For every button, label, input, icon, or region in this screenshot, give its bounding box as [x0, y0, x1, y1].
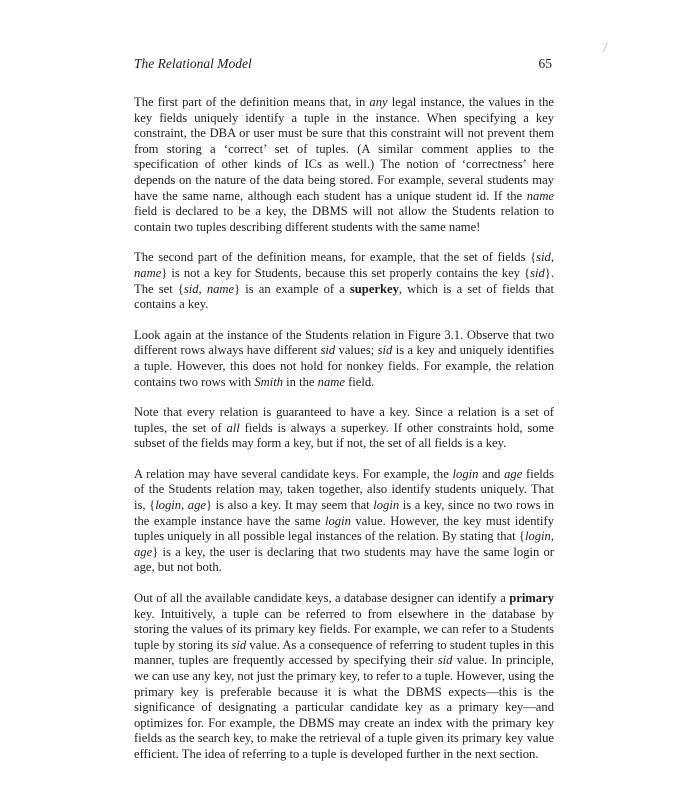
paragraph-key-uniqueness: [134, 95, 554, 235]
running-header: [134, 56, 552, 78]
italic-term: login, age: [134, 529, 554, 559]
text-run: } is not a key for Students, because this set properly contains the key {: [161, 265, 531, 280]
text-run: Look again at the instance of the Students relation in Figure 3.1. Observe that two different rows always have different: [134, 327, 554, 358]
paragraph-primary-key: [134, 591, 554, 763]
text-run: field is declared to be a key, the DBMS will not allow the Students relation to contain two tuples describing different students with the same name!: [134, 204, 554, 234]
italic-term: name: [526, 188, 554, 203]
text-run: in the: [283, 374, 318, 389]
paragraph-key-guarantee: [134, 405, 554, 452]
text-run: }. The set {: [134, 265, 554, 296]
italic-term: sid: [231, 637, 247, 652]
text-run: is a key, since no two rows in the example instance have the same: [134, 498, 554, 528]
text-run: Note that every relation is guaranteed to have a key. Since a relation is a set of tuples, the set of: [134, 405, 554, 435]
italic-term: sid, name: [183, 281, 235, 296]
text-run: legal instance, the values in the key fields uniquely identify a tuple in the instance. When specifying a key constraint, the DBA or user must be sure that this constraint will not prevent them from storing a ‘correct’ set of tuples. (A similar comment applies to the specification of other kinds of ICs as well.) The notion of ‘correctness’ here depends on the nature of the data being stored. For example, several students may have the same name, although each student has a unique student id. If the: [134, 95, 554, 203]
text-run: The second part of the definition means, for example, that the set of fields {: [134, 250, 537, 265]
bold-term: superkey: [349, 281, 399, 296]
italic-term: login, age: [155, 498, 206, 513]
italic-term: sid: [530, 265, 545, 280]
paragraph-superkey: [134, 250, 554, 312]
italic-term: login: [325, 513, 351, 528]
text-run: value. As a consequence of referring to student tuples in this manner, tuples are frequently accessed by specifying their: [134, 637, 554, 668]
italic-term: sid, name: [134, 250, 554, 280]
scan-mark: [603, 42, 608, 51]
italic-term: sid: [377, 343, 393, 358]
italic-term: Smith: [254, 374, 284, 389]
text-run: is a key and uniquely identifies a tuple. However, this does not hold for nonkey fields. For example, the relation contains two rows with: [134, 343, 554, 389]
text-run: The first part of the definition means that, in: [134, 95, 370, 109]
italic-term: name: [317, 374, 345, 389]
body-text: [134, 95, 554, 778]
italic-term: all: [226, 420, 240, 435]
text-run: fields of the Students relation may, taken together, also identify students uniquely. That is, {: [134, 466, 554, 513]
text-run: values;: [335, 343, 378, 358]
paragraph-candidate-keys: [134, 467, 554, 576]
text-run: } is an example of a: [234, 281, 350, 296]
text-run: A relation may have several candidate keys. For example, the: [134, 466, 453, 481]
italic-term: login: [373, 498, 400, 513]
italic-term: any: [369, 95, 388, 109]
paragraph-students-instance: [134, 328, 554, 390]
text-run: } is also a key. It may seem that: [206, 498, 374, 513]
text-run: field.: [344, 374, 375, 389]
chapter-title: The Relational Model: [134, 56, 252, 71]
text-run: and: [478, 466, 505, 481]
text-run: key. Intuitively, a tuple can be referred to from elsewhere in the database by storing the values of its primary key fields. For example, we can refer to a Students tuple by storing its: [134, 606, 554, 652]
italic-term: login: [452, 466, 479, 481]
text-run: fields is always a superkey. If other constraints hold, some subset of the fields may form a key, but if not, the set of all fields is a key.: [134, 420, 554, 451]
text-run: value. However, the key must identify tuples uniquely in all possible legal instances of the relation. By stating that {: [134, 513, 554, 544]
page-number: 65: [538, 56, 552, 71]
italic-term: sid: [320, 343, 336, 358]
bold-term: primary: [509, 591, 554, 606]
text-run: , which is a set of fields that contains a key.: [134, 281, 554, 312]
text-run: } is a key, the user is declaring that two students may have the same login or age, but not both.: [134, 544, 554, 575]
text-run: value. In principle, we can use any key, not just the primary key, to refer to a tuple. However, using the primary key is preferable because it is what the DBMS expects—this is the significance of designating a particular candidate key as a primary key—and optimizes for. For example, the DBMS may create an index with the primary key fields as the search key, to make the retrieval of a tuple given its primary key value efficient. The idea of referring to a tuple is developed further in the next section.: [134, 653, 554, 761]
italic-term: sid: [437, 653, 453, 668]
italic-term: age: [504, 466, 523, 481]
text-run: Out of all the available candidate keys, a database designer can identify a: [134, 591, 510, 606]
